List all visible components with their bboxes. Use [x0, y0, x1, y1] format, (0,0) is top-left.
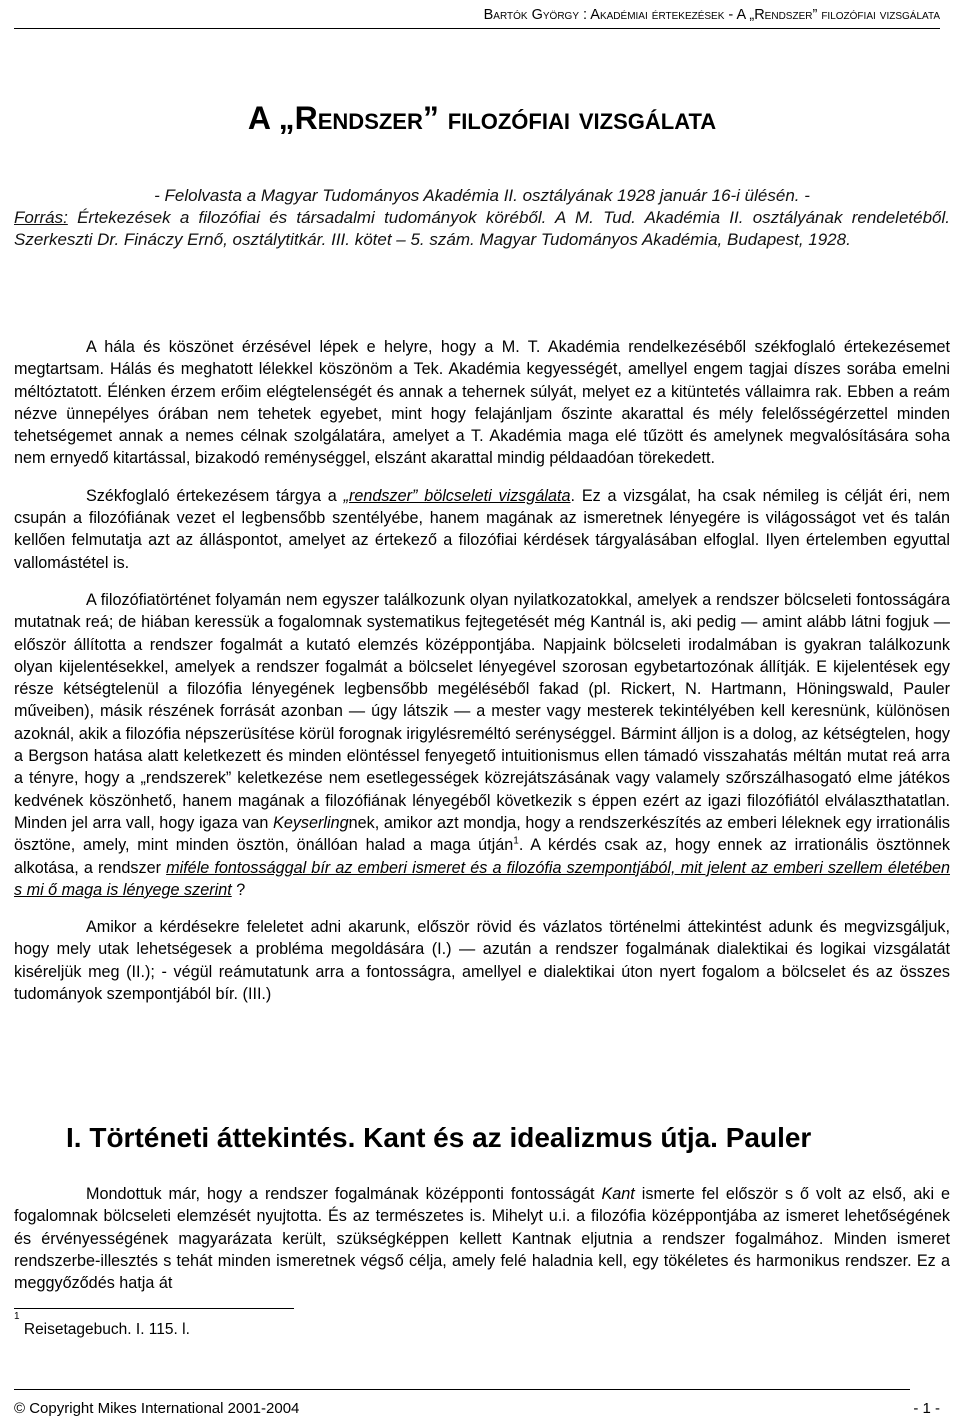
paragraph: [14, 485, 950, 574]
emphasis: Kant: [601, 1185, 635, 1203]
text-run: A filozófiatörténet folyamán nem egyszer találkozunk olyan nyilatkozatokkal, amelyek a rendszer bölcseleti fontosságára mutatnak reá; de hiában keressük a fogalomnak systematikus fejtegetését még Kantnál is, aki pedig — amint alább látni fogjuk — először állította a rendszer fogalmát a kutató elemzés középpontjába. Napjaink bölcseleti irodalmában is gyakran találkozunk olyan kijelentésekkel, amelyek a rendszer fogalmát a bölcselet lényegével szorosan egybetartozónak állítják. E kijelentések egy része kétségtelenül a filozófia lényegének legbensőbb megéléséből fakad (pl. Rickert, N. Hartmann, Höningswald, Pauler műveiben), másik részének forrását azonban — úgy látszik — a mester vagy mesterek tekintélyében kell keresnünk, különösen azoknál, akik a filozófia népszerüsítése körül forognak irigylésreméltó serénységgel. Bármint álljon is a dolog, az kétségtelen, hogy a Bergson hatása alatt keletkezett és minden elöntéssel fenyegető intuitionismus ellen támadó visszahatás méltán mutat reá arra a tényre, hogy a „rendszerek” keletkezése nem esetlegességek közrejátszásának vagy valamely szőrszálhasogató elme játékos kedvének köszönhető, hanem magának a filozófiának lényegéből következik s éppen ezért az igazi filozófiától elválaszthatatlan. Minden jel arra vall, hogy igaza van: [14, 590, 950, 832]
text-run: Székfoglaló értekezésem tárgya a: [86, 486, 344, 505]
running-header-text: Bartók György : Akadémiai értekezések - A „Rendszer” filozófiai vizsgálata: [483, 7, 940, 23]
footer-rule: [14, 1389, 910, 1390]
emphasis: miféle fontossággal bír az emberi ismeret és a filozófia szempontjából, mit jelent az emberi szellem életében s mi ő maga is lényege szerint: [14, 858, 950, 899]
text-run: . Ez a vizsgálat, ha csak némileg is célját éri, nem csupán a filozófiának vezet el legbensőbb szentélyébe, hanem magának az ismeretnek lényegére is világosságot vet és talán kellően felmutatja azt az álláspontot, amelyet az értekező a filozófiai kérdések tárgyalásában elfoglal. Ilyen értelemben egyuttal vallomástétel is.: [14, 486, 950, 572]
footnote-text: Reisetagebuch. I. 115. l.: [19, 1321, 190, 1338]
footer-copyright: © Copyright Mikes International 2001-2004: [14, 1400, 300, 1417]
paragraph: [14, 589, 950, 901]
paragraph: Amikor a kérdésekre feleletet adni akarunk, először rövid és vázlatos történelmi áttekintést adunk és megvizsgáljuk, hogy mely utak lehetségesek a probléma megoldására (I.) — azután a rendszer fogalmának dialektikai és logikai vizsgálatát kiséreljük meg (II.); - végül reámutatunk arra a fontosságra, amellyel e dialektikai úton nyert fogalom a bölcselet és az összes tudományok szempontjából bír. (III.): [14, 918, 950, 1004]
section-heading: I. Történeti áttekintés. Kant és az idealizmus útja. Pauler: [66, 1122, 812, 1153]
footnote: [14, 1311, 190, 1340]
source-label: Forrás:: [14, 208, 68, 227]
page-title: A „Rendszer” filozófiai vizsgálata: [247, 100, 717, 136]
text-run: ismerte fel először s ő volt az első, aki e fogalomnak bölcseleti elemzését nyujtotta. És az természetes is. Mihelyt u.i. a filozófia középpontjába az ismeret lehetőségének és érvényességének magyarázata került, szükségképpen kellett Kantnak eljutnia a rendszer fogalmához. Minden ismeret rendszerbe-illesztés s tehát minden ismeretnek végső célja, amely felé haladnia kell, egy tökéletes és harmonikus rendszer. Ez a meggyőződés hatja át: [14, 1185, 950, 1293]
source-text: Értekezések a filozófiai és társadalmi tudományok köréből. A M. Tud. Akadémia II. osztályának rendeletéből. Szerkeszti Dr. Fináczy Ernő, osztálytitkár. III. kötet – 5. szám. Magyar Tudományos Akadémia, Budapest, 1928.: [14, 208, 950, 249]
text-run: Mondottuk már, hogy a rendszer fogalmának középponti fontosságát: [86, 1185, 602, 1203]
emphasis: Keyserling: [273, 813, 349, 832]
page-number: - 1 -: [913, 1400, 940, 1417]
body-text-intro: [14, 336, 950, 1005]
text-run: . A kérdés csak az, hogy ennek az irrationális ösztönnek alkotása, a rendszer: [14, 836, 951, 877]
source-citation: [14, 207, 950, 251]
paragraph: A hála és köszönet érzésével lépek e helyre, hogy a M. T. Akadémia rendelkezéséből székfoglaló értekezésemet megtartsam. Hálás és meghatott lélekkel köszönöm a Tek. Akadémia kegyességét, amellyel engem tagjai díszes sorába emelni méltóztatott. Élénken érzem erőim elégtelenségét és annak a tehernek súlyát, melyet ez a kitüntetés vállaimra rak. Ebben a reám nézve ünnepélyes órában nem tehetek egyebet, mint hogy felajánljam őszinte akarattal és mély felelősségérzettel minden tehetségemet annak a nemes célnak szolgálatára, amelyet a T. Akadémia maga elé tűzött és amelynek megvalósítására soha nem ernyedő kitartással, bizakodó reménységgel, elszánt akarattal mindig példaadóan törekedett.: [14, 338, 950, 468]
text-run: ?: [231, 880, 246, 899]
paragraph: [14, 1183, 950, 1294]
document-page: [14, 0, 950, 1420]
footnote-reference[interactable]: 1: [513, 835, 519, 847]
footnote-marker: 1: [14, 1311, 20, 1322]
footnote-rule: [14, 1308, 294, 1309]
header-rule: [14, 28, 940, 29]
text-run: nek, amikor azt mondja, hogy a rendszerkészítés az emberi léleknek egy irrationális ösztöne, amely, mint minden ösztön, önállóan halad a maga útján: [14, 813, 950, 855]
running-header: [484, 7, 940, 23]
emphasis: „rendszer” bölcseleti vizsgálata: [343, 486, 571, 505]
subtitle: - Felolvasta a Magyar Tudományos Akadémia II. osztályának 1928 január 16-i ülésén. -: [154, 186, 810, 205]
body-text-section-1: [14, 1183, 950, 1294]
